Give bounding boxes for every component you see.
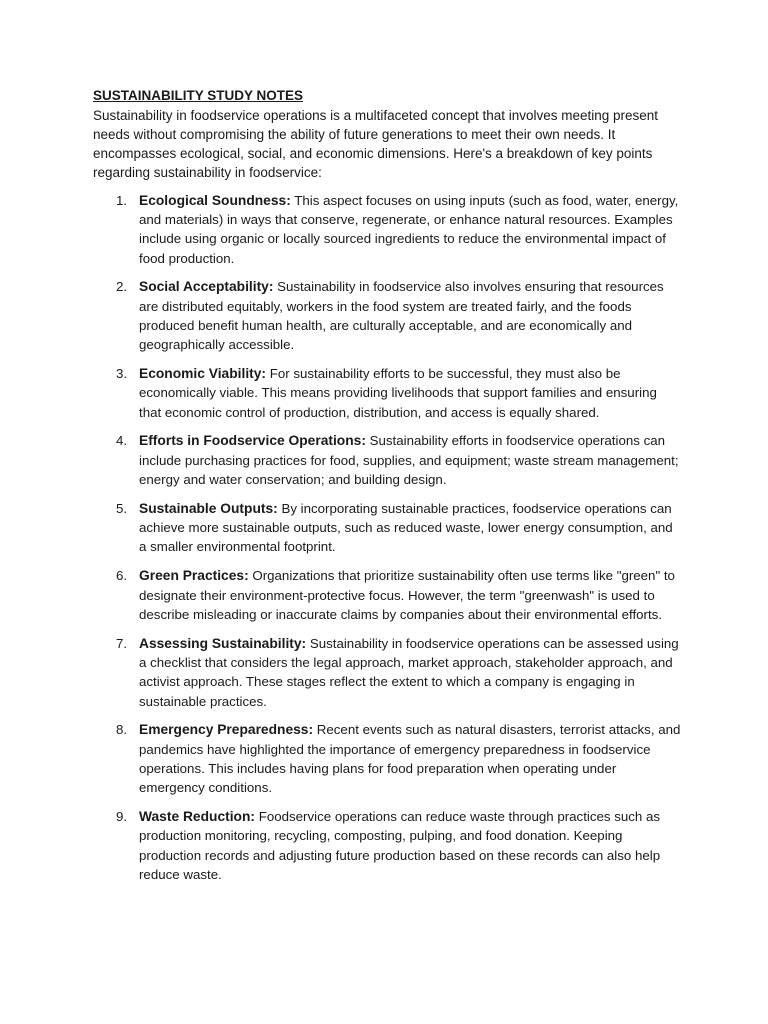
list-item-term: Emergency Preparedness: — [139, 722, 314, 738]
list-item — [93, 720, 681, 797]
list-item-text: Sustainability efforts in foodservice operations can include purchasing practices for food, supplies, and equipment; waste stream management; energy and water conservation; and building design. — [139, 433, 679, 488]
list-item-number: 7. — [116, 635, 128, 651]
intro-paragraph: Sustainability in foodservice operations is a multifaceted concept that involves meeting present needs without compromising the ability of future generations to meet their own needs. It encompasses ecological, social, and economic dimensions. Here's a breakdown of key points regarding sustainability in foodservice: — [93, 107, 659, 181]
list-item — [93, 807, 681, 884]
list-item-number: 3. — [116, 366, 128, 382]
list-item-text: Sustainability in foodservice also involves ensuring that resources are distributed equitably, workers in the food system are treated fairly, and the foods produced benefit human health, are culturally acceptable, and are economically and geographically accessible. — [139, 279, 664, 353]
list-item-term: Efforts in Foodservice Operations: — [139, 433, 366, 449]
list-item-number: 1. — [116, 192, 128, 208]
list-item-number: 4. — [116, 433, 128, 449]
list-item-term: Economic Viability: — [139, 366, 267, 382]
list-item — [93, 634, 681, 711]
list-item-text: Organizations that prioritize sustainability often use terms like "green" to designate their environment-protective focus. However, the term "greenwash" is used to describe misleading or inaccurate claims by companies about their environmental efforts. — [139, 568, 675, 622]
list-item-term: Ecological Soundness: — [139, 192, 291, 208]
list-item-text: For sustainability efforts to be successful, they must also be economically viable. This means providing livelihoods that support families and ensuring that economic control of production, distribution, and access is equally shared. — [139, 366, 657, 420]
document-page — [93, 86, 681, 894]
list-item-number: 6. — [116, 568, 128, 584]
list-item-term: Waste Reduction: — [139, 809, 256, 824]
list-item-number: 2. — [116, 279, 128, 295]
list-item-term: Green Practices: — [139, 568, 249, 584]
list-item-number: 8. — [116, 722, 128, 738]
list-item — [93, 364, 681, 422]
list-item-text: Recent events such as natural disasters, terrorist attacks, and pandemics have highlighted the importance of emergency preparedness in foodservice operations. This includes having plans for food preparation when operating under emergency conditions. — [139, 722, 681, 796]
list-item-term: Social Acceptability: — [139, 279, 274, 295]
list-item-text: By incorporating sustainable practices, foodservice operations can achieve more sustainable outputs, such as reduced waste, lower energy consumption, and a smaller environmental footprint. — [139, 500, 673, 555]
key-points-list — [93, 191, 681, 885]
list-item-text: Sustainability in foodservice operations can be assessed using a checklist that considers the legal approach, market approach, stakeholder approach, and activist approach. These stages reflect the extent to which a company is engaging in sustainable practices. — [139, 635, 679, 709]
list-item — [93, 191, 681, 268]
list-item-number: 5. — [116, 500, 128, 516]
list-item-text: This aspect focuses on using inputs (such as food, water, energy, and materials) in ways that conserve, regenerate, or enhance natural resources. Examples include using organic or locally sourced ingredients to reduce the environmental impact of food production. — [139, 192, 679, 266]
list-item-term: Sustainable Outputs: — [139, 500, 278, 516]
list-item — [93, 277, 681, 354]
document-title: SUSTAINABILITY STUDY NOTES — [93, 88, 304, 103]
list-item-text: Foodservice operations can reduce waste through practices such as production monitoring, recycling, composting, pulping, and food donation. Keeping production records and adjusting future production based on these records can also help reduce waste. — [139, 809, 661, 882]
list-item — [93, 431, 681, 489]
list-item-term: Assessing Sustainability: — [139, 635, 307, 651]
list-item-number: 9. — [116, 809, 128, 824]
list-item — [93, 499, 681, 557]
list-item — [93, 566, 681, 624]
